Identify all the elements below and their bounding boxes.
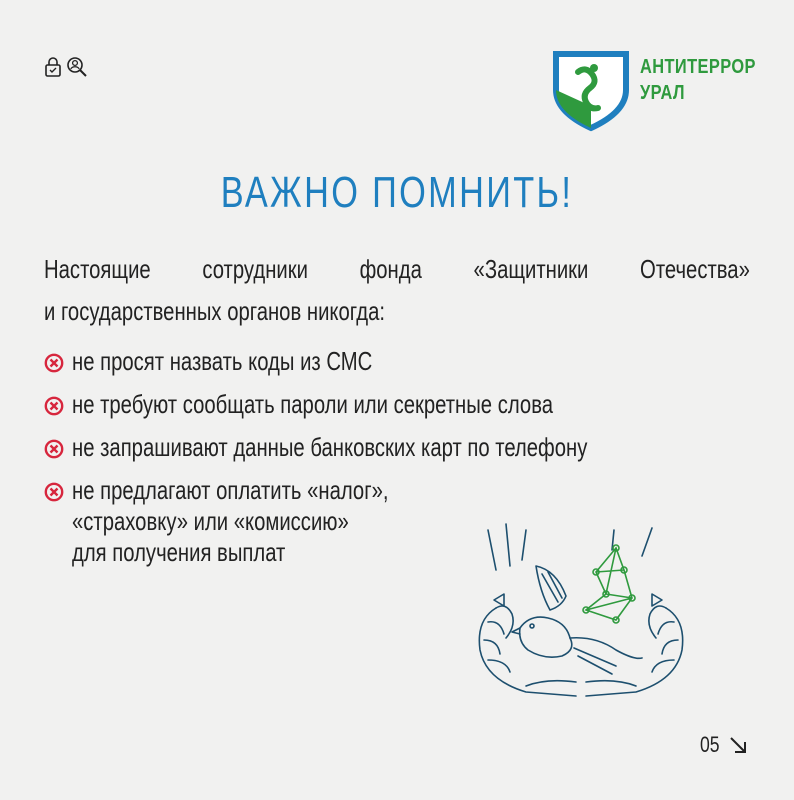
lock-icon (44, 56, 62, 78)
brand-line1: АНТИТЕРРОР (640, 56, 756, 78)
intro-word: «Защитники (473, 254, 589, 284)
intro-line-1 (44, 248, 750, 290)
arrow-down-right-icon (728, 735, 748, 755)
intro-word: Настоящие (44, 254, 151, 284)
list-item-line: для получения выплат (72, 537, 286, 567)
shield-logo-icon (548, 46, 634, 132)
top-icons (44, 56, 90, 78)
list-item-line: «страховку» или «комиссию» (72, 506, 349, 536)
list-item-text (72, 475, 389, 568)
cross-circle-icon (44, 396, 64, 416)
hands-with-birds-illustration (466, 510, 696, 700)
list-item (44, 389, 733, 420)
brand-name (640, 54, 756, 106)
page-indicator (700, 732, 748, 758)
list-item (44, 432, 733, 463)
user-search-icon (66, 56, 90, 78)
brand-logo (548, 46, 758, 136)
intro-word: сотрудники (202, 254, 308, 284)
intro-text (44, 248, 750, 332)
intro-word: Отечества» (640, 254, 750, 284)
list-item (44, 346, 733, 377)
page-number: 05 (700, 732, 720, 757)
cross-circle-icon (44, 482, 64, 502)
intro-line-2: и государственных органов никогда: (44, 296, 386, 326)
brand-line2: УРАЛ (640, 82, 685, 104)
list-item-text: не просят назвать коды из СМС (72, 346, 373, 376)
list-item-text: не требуют сообщать пароли или секретные слова (72, 389, 554, 419)
page-title: ВАЖНО ПОМНИТЬ! (220, 168, 574, 217)
cross-circle-icon (44, 353, 64, 373)
list-item-line: не предлагают оплатить «налог», (72, 475, 389, 505)
intro-word: фонда (359, 254, 422, 284)
list-item-text: не запрашивают данные банковских карт по телефону (72, 432, 588, 462)
cross-circle-icon (44, 439, 64, 459)
